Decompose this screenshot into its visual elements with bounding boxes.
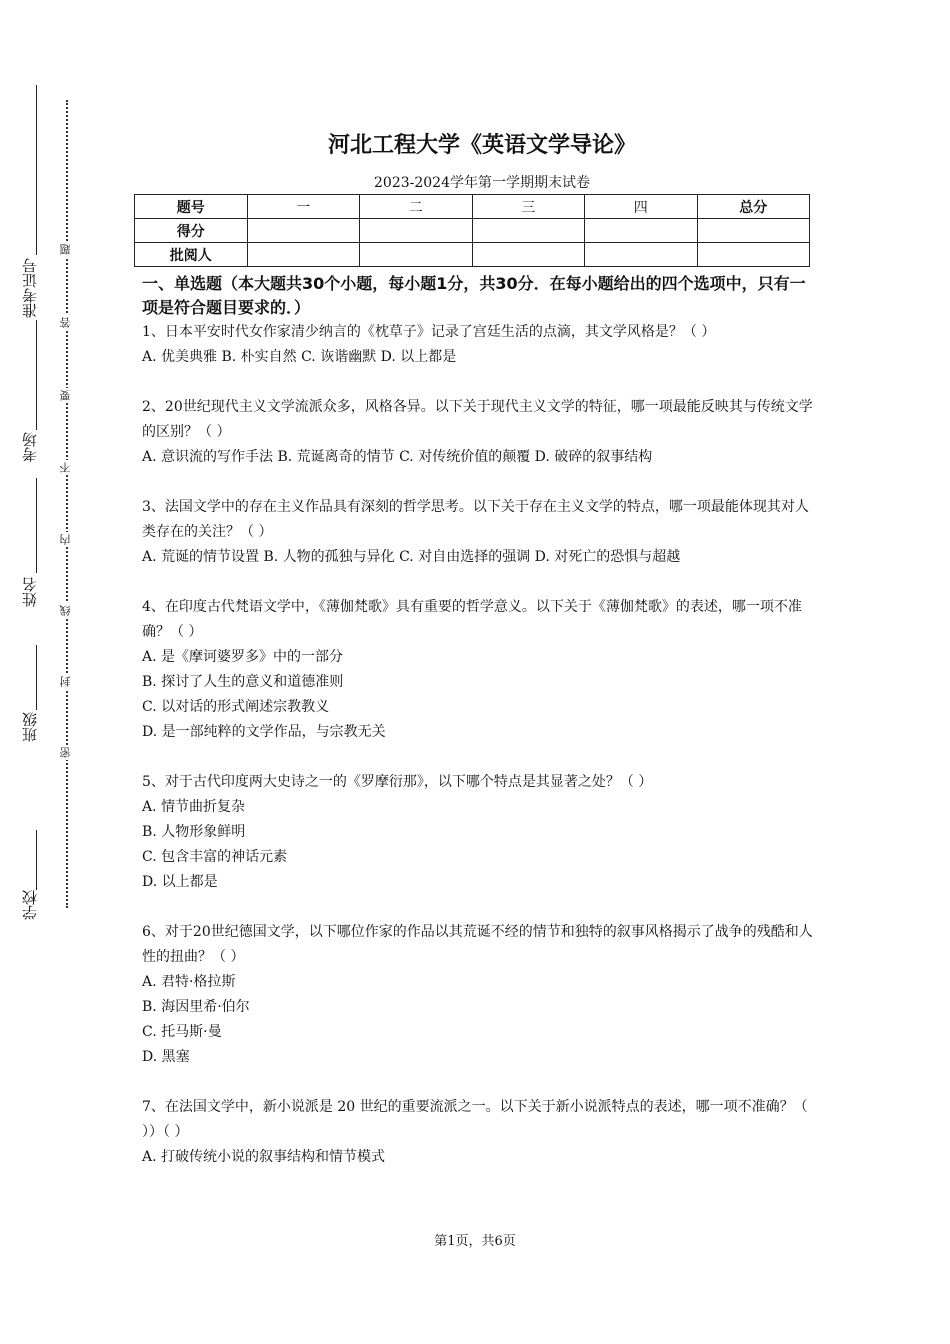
score-row-label: 得分: [135, 219, 248, 243]
exam-title: 河北工程大学《英语文学导论》: [327, 133, 636, 158]
question-stem: 7、在法国文学中，新小说派是 20 世纪的重要流派之一。以下关于新小说派特点的表述，哪一项不准确？（ ））（ ）: [142, 1099, 808, 1140]
question-list: [142, 320, 818, 1195]
ticket-line: [36, 85, 37, 255]
question-option: A. 打破传统小说的叙事结构和情节模式: [142, 1149, 386, 1165]
question-option: B. 探讨了人生的意义和道德准则: [142, 674, 344, 690]
seal-char: 内: [59, 534, 72, 545]
seal-char: 要: [59, 390, 72, 401]
question-option: A. 意识流的写作手法 B. 荒诞离奇的情节 C. 对传统价值的颠覆 D. 破碎的叙事结构: [142, 449, 653, 465]
question-stem: 2、20世纪现代主义文学流派众多，风格各异。以下关于现代主义文学的特征，哪一项最能反映其与传统文学的区别？（ ）: [142, 399, 813, 440]
question-stem: 6、对于20世纪德国文学，以下哪位作家的作品以其荒诞不经的情节和独特的叙事风格揭示了战争的残酷和人性的扭曲？（ ）: [142, 924, 813, 965]
score-cell[interactable]: [360, 219, 473, 243]
question: [142, 920, 818, 1070]
question: [142, 320, 818, 370]
seal-char: 线: [59, 605, 72, 616]
question-stem: 1、日本平安时代女作家清少纳言的《枕草子》记录了宫廷生活的点滴，其文学风格是？（ ）: [142, 324, 716, 340]
question-option: A. 君特·格拉斯: [142, 974, 236, 990]
question-option: B. 海因里希·伯尔: [142, 999, 250, 1015]
question-option: C. 托马斯·曼: [142, 1024, 222, 1040]
question: [142, 1095, 818, 1170]
question-option: A. 是《摩诃婆罗多》中的一部分: [142, 649, 344, 665]
question: [142, 395, 818, 470]
score-cell[interactable]: [247, 219, 360, 243]
seal-char: 封: [59, 676, 72, 687]
seal-char: 密: [59, 747, 72, 758]
class-line: [36, 645, 37, 710]
score-header-cell: 题号: [135, 195, 248, 219]
name-line: [36, 478, 37, 573]
question-option: C. 包含丰富的神话元素: [142, 849, 288, 865]
question-stem: 4、在印度古代梵语文学中，《薄伽梵歌》具有重要的哲学意义。以下关于《薄伽梵歌》的表述，哪一项不准确？（ ）: [142, 599, 802, 640]
question: [142, 770, 818, 895]
question-option: D. 黑塞: [142, 1049, 190, 1065]
question-stem: 3、法国文学中的存在主义作品具有深刻的哲学思考。以下关于存在主义文学的特点，哪一项最能体现其对人类存在的关注？（ ）: [142, 499, 809, 540]
binding-margin: [0, 0, 90, 1344]
school-label: 学校: [21, 890, 39, 920]
score-table-row: [135, 243, 810, 267]
score-header-cell: 四: [585, 195, 698, 219]
score-header-cell: 一: [247, 195, 360, 219]
question-option: A. 荒诞的情节设置 B. 人物的孤独与异化 C. 对自由选择的强调 D. 对死亡的恐惧与超越: [142, 549, 681, 565]
score-cell[interactable]: [247, 243, 360, 267]
question: [142, 595, 818, 745]
page-footer: 第1页，共6页: [434, 1234, 516, 1249]
exam-subtitle: 2023-2024学年第一学期期末试卷: [374, 175, 590, 191]
score-cell[interactable]: [585, 243, 698, 267]
exam-room-label: 考场: [21, 432, 39, 462]
seal-char: 不: [59, 462, 72, 473]
score-table-row: [135, 219, 810, 243]
question-option: D. 是一部纯粹的文学作品，与宗教无关: [142, 724, 386, 740]
seal-char: 答: [59, 317, 72, 328]
score-cell[interactable]: [697, 219, 810, 243]
score-cell[interactable]: [585, 219, 698, 243]
score-cell[interactable]: [360, 243, 473, 267]
school-line: [36, 830, 37, 890]
name-label: 姓名: [21, 577, 39, 607]
exam-room-line: [36, 320, 37, 430]
question: [142, 495, 818, 570]
score-cell[interactable]: [472, 243, 585, 267]
question-option: C. 以对话的形式阐述宗教教义: [142, 699, 330, 715]
score-cell[interactable]: [472, 219, 585, 243]
score-header-cell: 总分: [697, 195, 810, 219]
question-option: B. 人物形象鲜明: [142, 824, 246, 840]
score-table: [134, 194, 810, 267]
seal-char: 题: [59, 244, 72, 255]
score-cell[interactable]: [697, 243, 810, 267]
seal-dotted-line: [66, 100, 68, 908]
score-table-header-row: [135, 195, 810, 219]
question-option: A. 情节曲折复杂: [142, 799, 246, 815]
score-row-label: 批阅人: [135, 243, 248, 267]
score-header-cell: 三: [472, 195, 585, 219]
class-label: 班级: [21, 712, 39, 742]
question-stem: 5、对于古代印度两大史诗之一的《罗摩衍那》，以下哪个特点是其显著之处？（ ）: [142, 774, 653, 790]
question-option: D. 以上都是: [142, 874, 218, 890]
question-option: A. 优美典雅 B. 朴实自然 C. 诙谐幽默 D. 以上都是: [142, 349, 457, 365]
section-heading: 一、单选题（本大题共30个小题，每小题1分，共30分．在每小题给出的四个选项中，只有一项是符合题目要求的．）: [142, 274, 806, 317]
score-header-cell: 二: [360, 195, 473, 219]
ticket-number-label: 准考证号: [21, 258, 39, 318]
